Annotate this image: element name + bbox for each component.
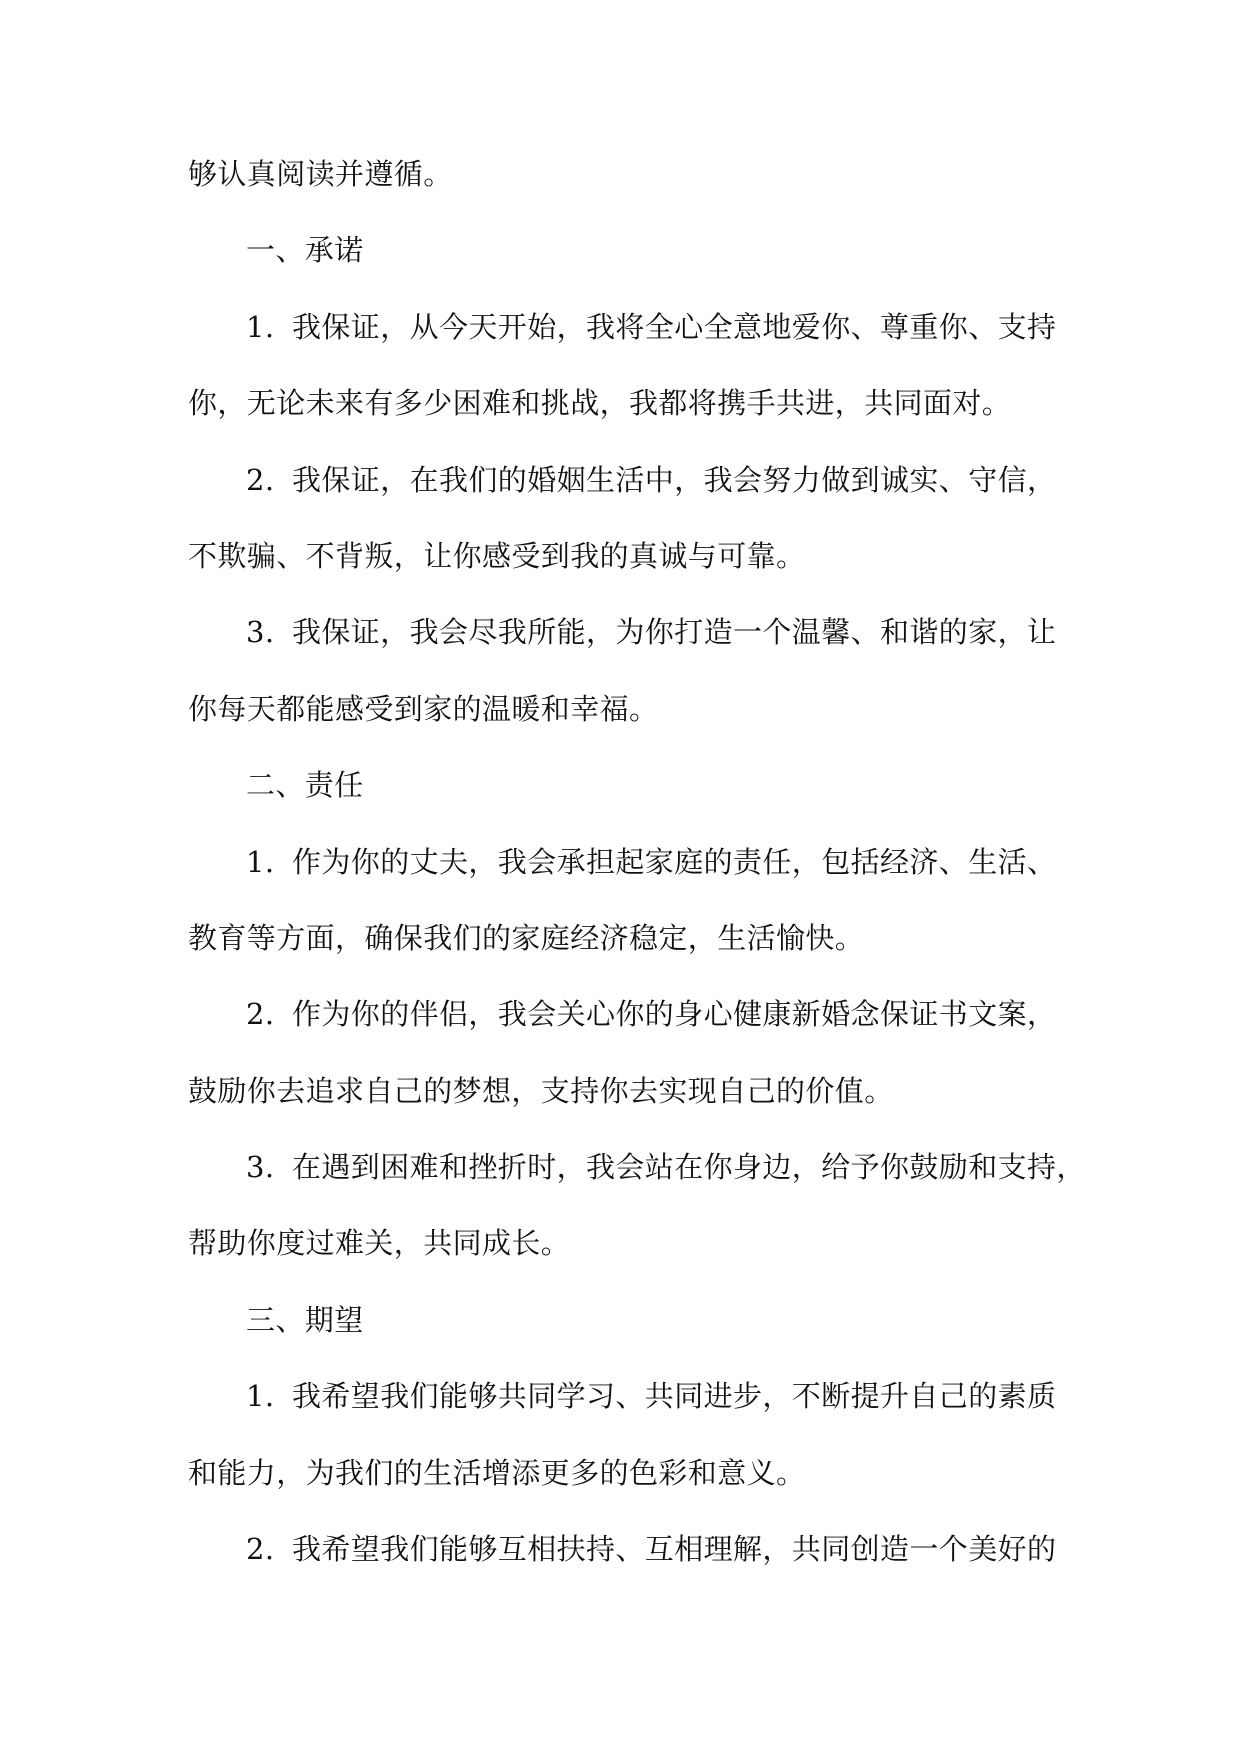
line-text: 在遇到困难和挫折时，我会站在你身边，给予你鼓励和支持， [292,1150,1086,1185]
line-text: 教育等方面，确保我们的家庭经济稳定，生活愉快。 [188,920,865,955]
list-item [188,594,1068,670]
paragraph-line [188,900,1068,976]
item-number: 2. [246,997,275,1032]
heading-text: 一、承诺 [246,233,364,268]
paragraph-line [188,1205,1068,1281]
paragraph-line [188,671,1068,747]
line-text: 我保证，我会尽我所能，为你打造一个温馨、和谐的家，让 [292,615,1057,650]
line-text: 你每天都能感受到家的温暖和幸福。 [188,691,659,726]
list-item [188,1511,1068,1587]
item-number: 1. [246,309,275,344]
section-heading [188,212,1068,288]
section-heading [188,747,1068,823]
list-item [188,289,1068,365]
heading-text: 二、责任 [246,768,364,803]
list-item [188,1129,1086,1205]
line-text: 我希望我们能够共同学习、共同进步，不断提升自己的素质 [292,1379,1057,1414]
heading-text: 三、期望 [246,1302,364,1337]
line-text: 不欺骗、不背叛，让你感受到我的真诚与可靠。 [188,538,806,573]
line-text: 和能力，为我们的生活增添更多的色彩和意义。 [188,1455,806,1490]
paragraph-line [188,518,1068,594]
line-text: 作为你的丈夫，我会承担起家庭的责任，包括经济、生活、 [292,844,1057,879]
list-item [188,442,1068,518]
list-item [188,1358,1068,1434]
line-text: 你，无论未来有多少困难和挑战，我都将携手共进，共同面对。 [188,386,1012,421]
list-item [188,824,1068,900]
document-body [188,136,1086,1587]
line-text: 帮助你度过难关，共同成长。 [188,1226,571,1261]
paragraph-line [188,1435,1068,1511]
line-text: 我保证，在我们的婚姻生活中，我会努力做到诚实、守信， [292,462,1057,497]
line-text: 我保证，从今天开始，我将全心全意地爱你、尊重你、支持 [292,309,1057,344]
item-number: 2. [246,1532,275,1567]
section-heading [188,1282,1068,1358]
paragraph-line [188,365,1068,441]
line-text: 我希望我们能够互相扶持、互相理解，共同创造一个美好的 [292,1532,1057,1567]
paragraph-line [188,1053,1068,1129]
line-text: 够认真阅读并遵循。 [188,157,453,191]
item-number: 2. [246,462,275,497]
line-text: 作为你的伴侣，我会关心你的身心健康新婚念保证书文案， [292,997,1057,1032]
line-text: 鼓励你去追求自己的梦想，支持你去实现自己的价值。 [188,1073,894,1108]
item-number: 1. [246,1379,275,1414]
item-number: 1. [246,844,275,879]
list-item [188,976,1068,1052]
item-number: 3. [246,1150,275,1185]
item-number: 3. [246,615,275,650]
paragraph-line [188,136,1068,212]
